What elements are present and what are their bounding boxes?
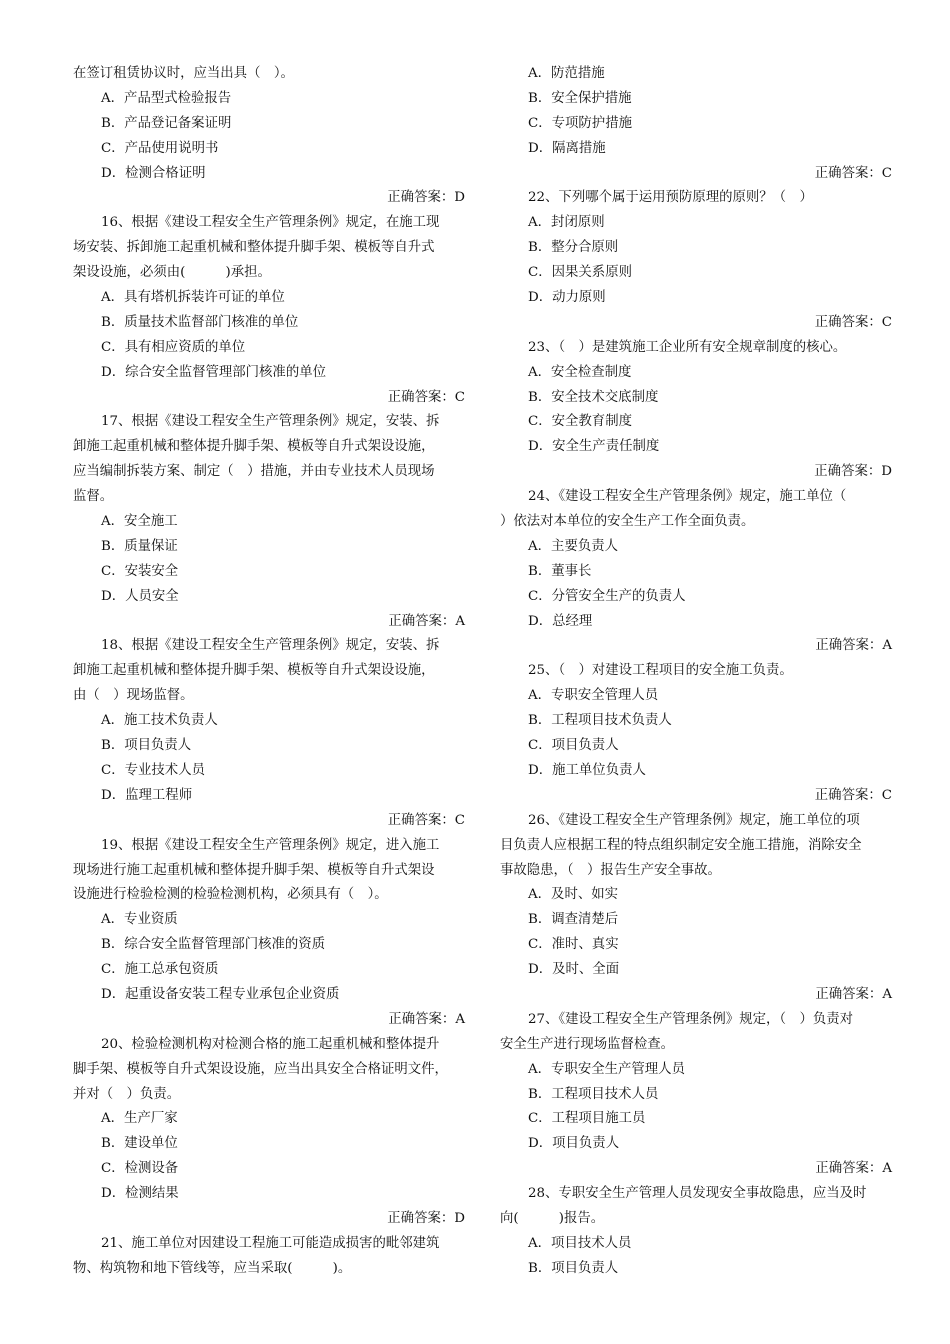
question-text-line: 卸施工起重机械和整体提升脚手架、模板等自升式架设设施， — [73, 439, 435, 455]
option-line: D．隔离措施 — [528, 140, 606, 156]
option-line: A．专职安全生产管理人员 — [528, 1061, 685, 1077]
right-column — [500, 62, 892, 1282]
question-start-line: 20、检验检测机构对检测合格的施工起重机械和整体提升 — [101, 1036, 440, 1052]
question-text-line: 在签订租赁协议时，应当出具（ ）。 — [73, 66, 294, 81]
question-start-line: 19、根据《建设工程安全生产管理条例》规定，进入施工 — [101, 837, 440, 853]
correct-answer-line: 正确答案：A — [388, 613, 465, 629]
correct-answer-line: 正确答案：C — [814, 314, 892, 330]
option-line: B．董事长 — [528, 563, 592, 579]
option-line: C．检测设备 — [101, 1161, 179, 1177]
option-line: B．安全技术交底制度 — [528, 389, 659, 405]
option-line: A．防范措施 — [528, 66, 605, 81]
question-text-line: 卸施工起重机械和整体提升脚手架、模板等自升式架设设施， — [73, 663, 435, 679]
correct-answer-line: 正确答案：A — [815, 638, 892, 654]
question-text-line: 脚手架、模板等自升式架设设施，应当出具安全合格证明文件， — [73, 1061, 448, 1077]
option-line: D．及时、全面 — [528, 962, 620, 978]
question-text-line: 应当编制拆装方案、制定（ ）措施，并由专业技术人员现场 — [73, 464, 435, 480]
question-text-line: 目负责人应根据工程的特点组织制定安全施工措施，消除安全 — [500, 837, 862, 853]
question-text-line: 场安装、拆卸施工起重机械和整体提升脚手架、模板等自升式 — [73, 240, 435, 256]
question-start-line: 17、根据《建设工程安全生产管理条例》规定，安装、拆 — [101, 414, 440, 430]
option-line: D．起重设备安装工程专业承包企业资质 — [101, 986, 340, 1002]
option-line: B．建设单位 — [101, 1136, 178, 1152]
question-text-line: 并对（ ）负责。 — [73, 1086, 181, 1102]
option-line: A．及时、如实 — [528, 887, 619, 903]
option-line: D．检测结果 — [101, 1186, 179, 1202]
option-line: B．质量技术监督部门核准的单位 — [101, 314, 299, 330]
question-start-line: 24、《建设工程安全生产管理条例》规定，施工单位（ — [528, 489, 847, 505]
option-line: D．人员安全 — [101, 588, 179, 604]
option-line: C．专业技术人员 — [101, 762, 205, 778]
question-text-line: 物、构筑物和地下管线等，应当采取( )。 — [73, 1260, 352, 1276]
question-text-line: 安全生产进行现场监督检查。 — [500, 1036, 675, 1052]
option-line: C．具有相应资质的单位 — [101, 339, 246, 355]
question-text-line: 架设设施，必须由( )承担。 — [73, 265, 271, 281]
option-line: A．专业资质 — [101, 912, 178, 928]
question-text-line: 事故隐患，（ ）报告生产安全事故。 — [500, 862, 721, 878]
option-line: C．施工总承包资质 — [101, 962, 219, 978]
option-line: B．项目负责人 — [101, 738, 192, 754]
option-line: B．工程项目技术人员 — [528, 1086, 659, 1102]
correct-answer-line: 正确答案：C — [814, 787, 892, 803]
question-start-line: 16、根据《建设工程安全生产管理条例》规定，在施工现 — [101, 215, 440, 231]
option-line: D．检测合格证明 — [101, 165, 206, 181]
option-line: B．安全保护措施 — [528, 90, 632, 106]
option-line: A．封闭原则 — [528, 215, 605, 231]
option-line: C．安全教育制度 — [528, 414, 632, 430]
option-line: A．安全施工 — [101, 514, 178, 530]
option-line: C．因果关系原则 — [528, 265, 632, 281]
question-text-line: 向( )报告。 — [500, 1210, 605, 1226]
correct-answer-line: 正确答案：C — [814, 165, 892, 181]
option-line: A．主要负责人 — [528, 538, 619, 554]
option-line: A．产品型式检验报告 — [101, 90, 232, 106]
option-line: A．安全检查制度 — [528, 364, 632, 380]
option-line: B．项目负责人 — [528, 1260, 619, 1276]
option-line: C．准时、真实 — [528, 937, 619, 953]
correct-answer-line: 正确答案：C — [387, 812, 465, 828]
option-line: D．综合安全监督管理部门核准的单位 — [101, 364, 326, 380]
question-start-line: 26、《建设工程安全生产管理条例》规定，施工单位的项 — [528, 812, 860, 828]
option-line: A．具有塔机拆装许可证的单位 — [101, 290, 285, 306]
question-start-line: 23、（ ）是建筑施工企业所有安全规章制度的核心。 — [528, 339, 847, 355]
question-text-line: 监督。 — [73, 489, 114, 505]
question-text-line: 现场进行施工起重机械和整体提升脚手架、模板等自升式架设 — [73, 862, 435, 878]
correct-answer-line: 正确答案：D — [387, 1210, 465, 1226]
option-line: B．工程项目技术负责人 — [528, 713, 672, 729]
option-line: D．项目负责人 — [528, 1136, 620, 1152]
question-start-line: 18、根据《建设工程安全生产管理条例》规定，安装、拆 — [101, 638, 440, 654]
option-line: B．调查清楚后 — [528, 912, 619, 928]
option-line: D．监理工程师 — [101, 787, 193, 803]
correct-answer-line: 正确答案：C — [387, 389, 465, 405]
option-line: B．产品登记备案证明 — [101, 115, 232, 131]
question-text-line: 由（ ）现场监督。 — [73, 688, 194, 704]
question-text-line: ）依法对本单位的安全生产工作全面负责。 — [500, 514, 755, 530]
option-line: A．专职安全管理人员 — [528, 688, 659, 704]
correct-answer-line: 正确答案：A — [815, 986, 892, 1002]
correct-answer-line: 正确答案：A — [815, 1161, 892, 1177]
question-start-line: 25、（ ）对建设工程项目的安全施工负责。 — [528, 663, 793, 679]
option-line: A．施工技术负责人 — [101, 713, 218, 729]
option-line: C．分管安全生产的负责人 — [528, 588, 686, 604]
option-line: C．项目负责人 — [528, 738, 619, 754]
option-line: D．施工单位负责人 — [528, 762, 646, 778]
option-line: A．生产厂家 — [101, 1111, 178, 1127]
option-line: B．综合安全监督管理部门核准的资质 — [101, 937, 326, 953]
option-line: D．动力原则 — [528, 290, 606, 306]
question-text-line: 设施进行检验检测的检验检测机构，必须具有（ ）。 — [73, 887, 388, 903]
option-line: B．质量保证 — [101, 538, 178, 554]
correct-answer-line: 正确答案：A — [388, 1011, 465, 1027]
option-line: B．整分合原则 — [528, 240, 619, 256]
question-start-line: 22、下列哪个属于运用预防原理的原则？（ ） — [528, 190, 813, 206]
option-line: D．总经理 — [528, 613, 593, 629]
correct-answer-line: 正确答案：D — [387, 190, 465, 206]
option-line: C．产品使用说明书 — [101, 140, 219, 156]
option-line: A．项目技术人员 — [528, 1235, 632, 1251]
left-column — [73, 62, 465, 1282]
option-line: D．安全生产责任制度 — [528, 439, 660, 455]
question-start-line: 27、《建设工程安全生产管理条例》规定，（ ）负责对 — [528, 1011, 854, 1027]
question-start-line: 28、专职安全生产管理人员发现安全事故隐患，应当及时 — [528, 1186, 867, 1202]
option-line: C．工程项目施工员 — [528, 1111, 646, 1127]
option-line: C．安装安全 — [101, 563, 179, 579]
question-start-line: 21、施工单位对因建设工程施工可能造成损害的毗邻建筑 — [101, 1235, 440, 1251]
correct-answer-line: 正确答案：D — [814, 464, 892, 480]
option-line: C．专项防护措施 — [528, 115, 632, 131]
